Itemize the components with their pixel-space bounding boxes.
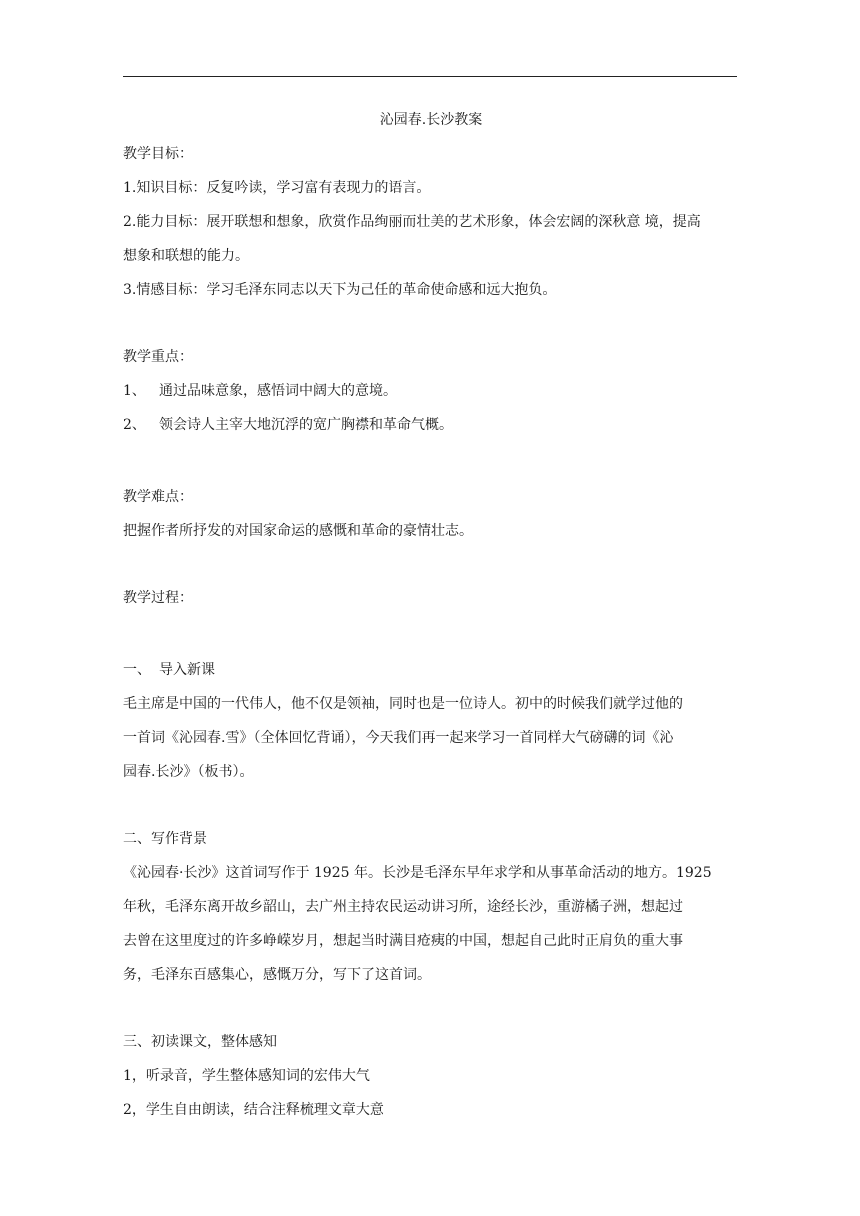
focus-heading: 教学重点： [123,349,193,365]
section-1-title-text: 导入新课 [159,662,215,678]
difficulty-heading: 教学难点： [123,489,193,505]
section-1-line1: 毛主席是中国的一代伟人，他不仅是领袖，同时也是一位诗人。初中的时候我们就学过他的 [123,696,683,712]
section-3-title: 三、初读课文，整体感知 [123,1034,277,1050]
section-2-line3: 去曾在这里度过的许多峥嵘岁月，想起当时满目疮痍的中国，想起自己此时正肩负的重大事 [123,933,683,949]
spacer [123,307,739,340]
focus-item-2-number: 2、 [123,417,146,433]
document-body [123,103,739,1127]
header-rule [123,76,737,77]
difficulty-text: 把握作者所抒发的对国家命运的感慨和革命的豪情壮志。 [123,523,473,539]
section-2-line2: 年秋，毛泽东离开故乡韶山，去广州主持农民运动讲习所，途经长沙，重游橘子洲，想起过 [123,899,683,915]
goal-knowledge: 1.知识目标：反复吟读，学习富有表现力的语言。 [123,180,431,196]
goal-ability-line2: 想象和联想的能力。 [123,248,249,264]
spacer [123,992,739,1025]
spacer [123,548,739,581]
section-1-line2: 一首词《沁园春.雪》（全体回忆背诵），今天我们再一起来学习一首同样大气磅礴的词《沁 [123,730,674,746]
focus-item-2-text: 领会诗人主宰大地沉浮的宽广胸襟和革命气概。 [159,417,453,433]
section-1-number: 一、 [123,662,151,678]
section-1-line3: 园春.长沙》（板书）。 [123,764,254,780]
spacer [123,442,739,480]
goal-ability-line1: 2.能力目标：展开联想和想象，欣赏作品绚丽而壮美的艺术形象，体会宏阔的深秋意 境，提高 [123,214,701,230]
focus-item-1-number: 1、 [123,383,146,399]
section-1-title [123,653,739,687]
section-2-title: 二、写作背景 [123,831,207,847]
spacer [123,615,739,653]
focus-item-1 [123,374,739,408]
focus-item-2 [123,408,739,442]
section-2-line4: 务，毛泽东百感集心，感慨万分，写下了这首词。 [123,967,431,983]
section-3-item-1: 1，听录音，学生整体感知词的宏伟大气 [123,1068,370,1084]
process-heading: 教学过程： [123,590,193,606]
section-2-line1: 《沁园春·长沙》这首词写作于 1925 年。长沙是毛泽东早年求学和从事革命活动的地方。1925 [123,865,712,881]
goal-emotion: 3.情感目标：学习毛泽东同志以天下为己任的革命使命感和远大抱负。 [123,282,557,298]
section-3-item-2: 2，学生自由朗读，结合注释梳理文章大意 [123,1102,384,1118]
spacer [123,789,739,822]
document-title: 沁园春.长沙教案 [379,112,483,128]
focus-item-1-text: 通过品味意象，感悟词中阔大的意境。 [159,383,397,399]
goals-heading: 教学目标： [123,146,193,162]
